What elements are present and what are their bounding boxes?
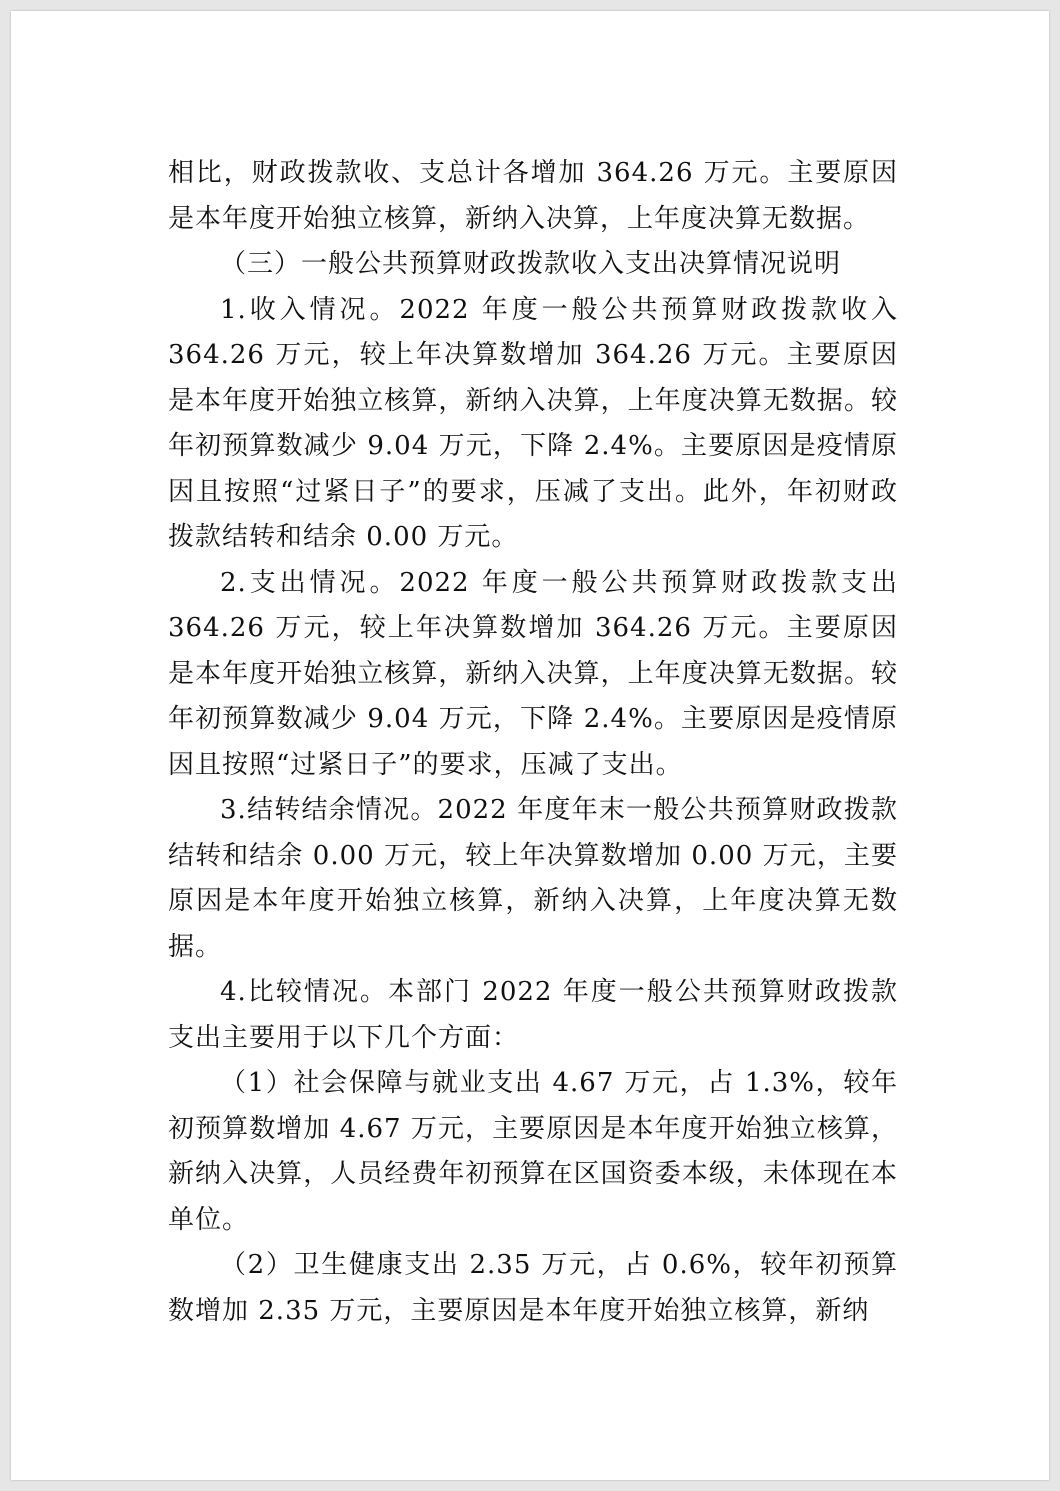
paragraph-comparison: 4.比较情况。本部门 2022 年度一般公共预算财政拨款支出主要用于以下几个方面：	[168, 977, 898, 1053]
paragraph-carryover: 3.结转结余情况。2022 年度年末一般公共预算财政拨款结转和结余 0.00 万元，较上年决算数增加 0.00 万元，主要原因是本年度开始独立核算，新纳入决算，上年度决算无数据。	[168, 795, 898, 962]
paragraph-income: 1.收入情况。2022 年度一般公共预算财政拨款收入 364.26 万元，较上年决算数增加 364.26 万元。主要原因是本年度开始独立核算，新纳入决算，上年度决算无数据。较年初预算数减少 9.04 万元，下降 2.4%。主要原因是疫情原因且按照“过紧日子”的要求，压减了支出。此外，年初财政拨款结转和结余 0.00 万元。	[168, 294, 898, 552]
paragraph-expenditure: 2.支出情况。2022 年度一般公共预算财政拨款支出 364.26 万元，较上年决算数增加 364.26 万元。主要原因是本年度开始独立核算，新纳入决算，上年度决算无数据。较年初预算数减少 9.04 万元，下降 2.4%。主要原因是疫情原因且按照“过紧日子”的要求，压减了支出。	[168, 567, 898, 780]
section-heading: （三）一般公共预算财政拨款收入支出决算情况说明	[220, 249, 842, 279]
document-page	[11, 11, 1049, 1480]
paragraph-social-security: （1）社会保障与就业支出 4.67 万元，占 1.3%，较年初预算数增加 4.67 万元，主要原因是本年度开始独立核算，新纳入决算，人员经费年初预算在区国资委本级，未体现在本单位。	[168, 1068, 898, 1235]
document-body	[168, 151, 898, 1334]
paragraph-continuation: 相比，财政拨款收、支总计各增加 364.26 万元。主要原因是本年度开始独立核算，新纳入决算，上年度决算无数据。	[168, 158, 898, 234]
paragraph-health: （2）卫生健康支出 2.35 万元，占 0.6%，较年初预算数增加 2.35 万元，主要原因是本年度开始独立核算，新纳	[168, 1250, 898, 1326]
